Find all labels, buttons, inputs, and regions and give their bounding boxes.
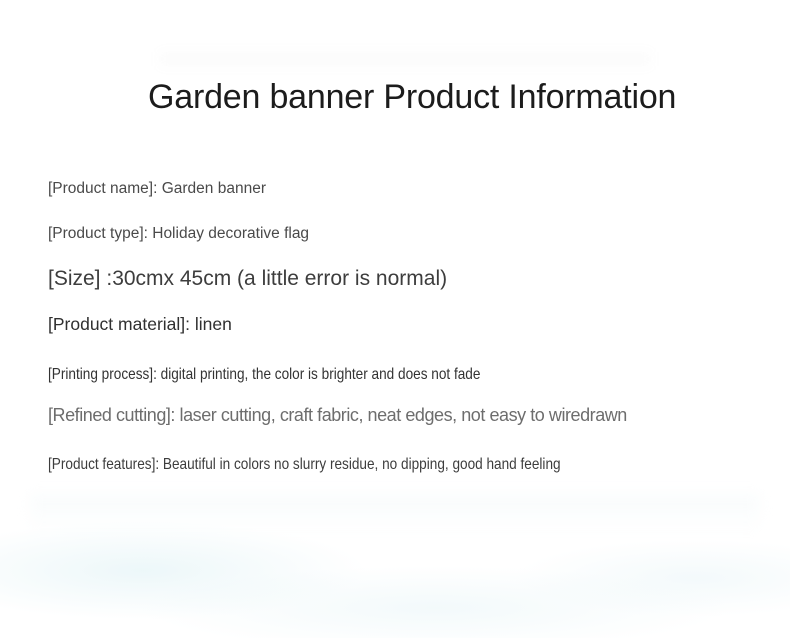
size-line: [Size] :30cmx 45cm (a little error is normal) [48, 267, 448, 290]
product-features-text: [Product features]: Beautiful in colors no slurry residue, no dipping, good hand feeling [48, 456, 561, 473]
printing-process-text: [Printing process]: digital printing, the color is brighter and does not fade [48, 366, 481, 383]
background-artifact-bottom [0, 488, 790, 638]
background-artifact-middle [30, 495, 760, 535]
product-name-line: [Product name]: Garden banner [48, 180, 266, 197]
refined-cutting-line: [Refined cutting]: laser cutting, craft fabric, neat edges, not easy to wiredrawn [48, 405, 627, 425]
product-features-line [48, 455, 651, 474]
background-artifact-top [160, 52, 650, 66]
product-material-line: [Product material]: linen [48, 314, 232, 334]
product-type-line: [Product type]: Holiday decorative flag [48, 225, 310, 242]
printing-process-line [48, 365, 557, 384]
page-title: Garden banner Product Information [148, 78, 677, 116]
